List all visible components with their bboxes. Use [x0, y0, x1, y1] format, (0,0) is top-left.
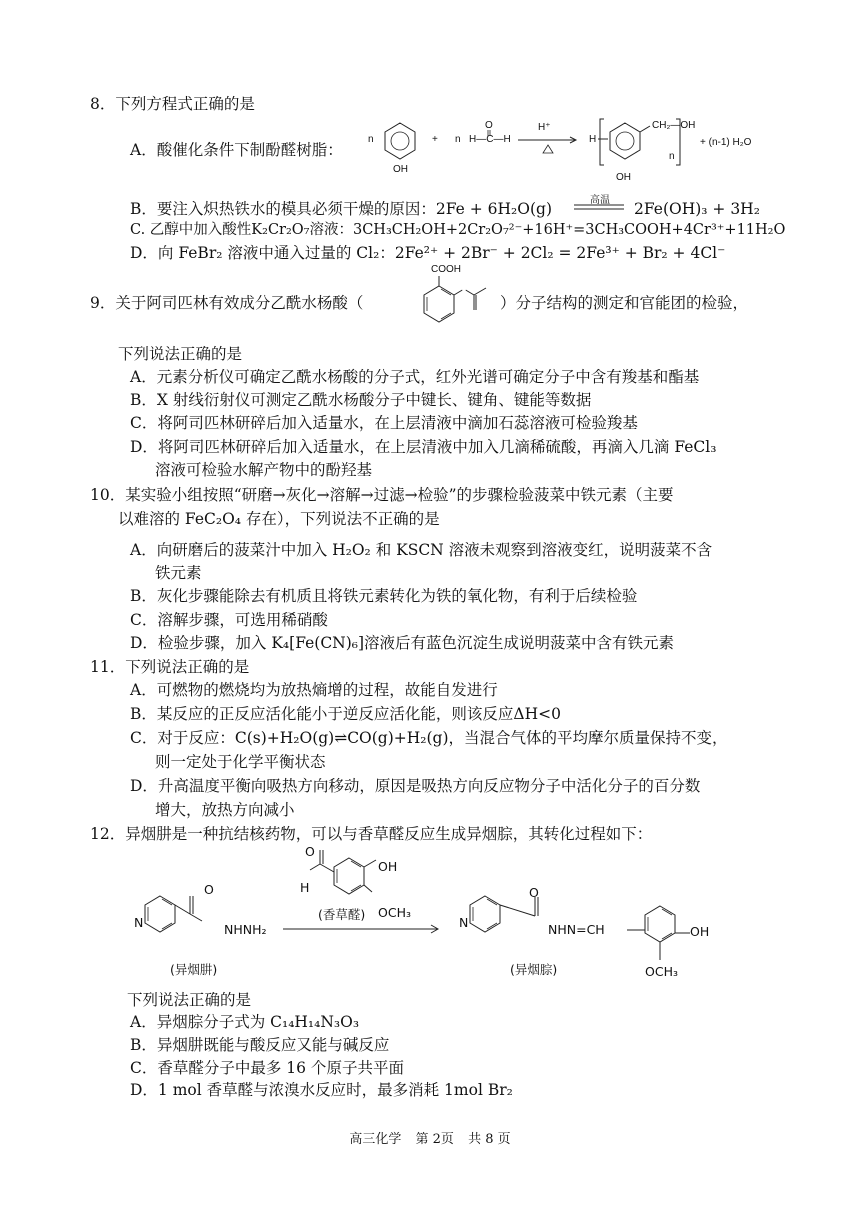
isoniazid-nhnh2: NHNH₂	[224, 922, 267, 937]
q12-stem: 12．异烟肼是一种抗结核药物，可以与香草醛反应生成异烟腙，其转化过程如下：	[90, 825, 653, 843]
footer-subject: 高三化学	[349, 1132, 402, 1147]
q10-option-b: B．灰化步骤能除去有机质且将铁元素转化为铁的氧化物，有利于后续检验	[130, 587, 638, 605]
q8-coefficient-n: n	[368, 134, 374, 145]
footer-total-pages: 共 8 页	[468, 1132, 511, 1147]
plus-sign: +	[432, 134, 438, 145]
cooh-label: COOH	[431, 264, 461, 275]
q12-option-a: A．异烟腙分子式为 C₁₄H₁₄N₃O₃	[130, 1013, 360, 1031]
formaldehyde-label: H—C—H	[469, 134, 511, 145]
q11-option-d-line2: 增大，放热方向减小	[155, 801, 295, 819]
water-byproduct: + (n-1) H₂O	[700, 137, 752, 148]
q12-option-d: D．1 mol 香草醛与浓溴水反应时，最多消耗 1mol Br₂	[130, 1081, 513, 1099]
q11-stem: 11．下列说法正确的是	[90, 658, 250, 676]
q10-option-a-line2: 铁元素	[155, 564, 202, 582]
polymer-ch2oh: CH₂—OH	[652, 120, 696, 131]
q11-option-a: A．可燃物的燃烧均为放热熵增的过程，故能自发进行	[130, 681, 498, 699]
q9-option-b: B．X 射线衍射仪可测定乙酰水杨酸分子中键长、键角、键能等数据	[130, 391, 592, 409]
q11-option-b: B．某反应的正反应活化能小于逆反应活化能，则该反应ΔH<0	[130, 705, 561, 723]
q9-stem-part2: ）分子结构的测定和官能团的检验，	[500, 294, 749, 312]
q10-option-a-line1: A．向研磨后的菠菜汁中加入 H₂O₂ 和 KSCN 溶液未观察到溶液变红，说明菠菜不含	[130, 541, 713, 559]
page-footer	[0, 1128, 860, 1147]
q10-stem-line1: 10．某实验小组按照“研磨→灰化→溶解→过滤→检验”的步骤检验菠菜中铁元素（主要	[90, 486, 674, 504]
isoniazid-name: (异烟肼)	[170, 962, 218, 977]
product-och3: OCH₃	[645, 964, 678, 979]
q9-option-c: C．将阿司匹林研碎后加入适量水，在上层清液中滴加石蕊溶液可检验羧基	[130, 414, 638, 432]
product-hydrazone-link: NHN=CH	[548, 922, 605, 937]
q9-stem-line2: 下列说法正确的是	[118, 345, 243, 363]
vanillin-h: H	[300, 880, 310, 895]
product-n: N	[459, 915, 469, 930]
polymer-h: H	[589, 134, 597, 145]
q9-option-d-line2: 溶液可检验水解产物中的酚羟基	[155, 461, 373, 479]
reaction-arrow	[518, 134, 578, 156]
q12-option-b: B．异烟肼既能与酸反应又能与碱反应	[130, 1036, 390, 1054]
q11-option-d-line1: D．升高温度平衡向吸热方向移动，原因是吸热方向反应物分子中活化分子的百分数	[130, 777, 701, 795]
acetylsalicylic-acid-structure	[392, 272, 497, 344]
vanillin-och3: OCH₃	[378, 905, 411, 920]
catalyst-label: H⁺	[538, 122, 551, 133]
q12-stem2: 下列说法正确的是	[127, 991, 252, 1009]
q12-option-c: C．香草醛分子中最多 16 个原子共平面	[130, 1059, 404, 1077]
q8-option-b-product: 2Fe(OH)₃ + 3H₂	[634, 200, 760, 218]
q11-option-c-line1: C．对于反应：C(s)+H₂O(g)⇌CO(g)+H₂(g)，当混合气体的平均摩尔质量保持不变，	[130, 729, 728, 747]
q8-option-a: A．酸催化条件下制酚醛树脂：	[130, 141, 343, 159]
scheme-arrow	[283, 924, 441, 934]
polymer-oh: OH	[616, 172, 631, 183]
q8-stem: 8．下列方程式正确的是	[90, 95, 255, 113]
product-name: (异烟腙)	[510, 962, 558, 977]
q9-stem-part1: 9．关于阿司匹林有效成分乙酰水杨酸（	[90, 294, 364, 312]
q8-option-d: D．向 FeBr₂ 溶液中通入过量的 Cl₂：2Fe²⁺ + 2Br⁻ + 2Cl₂ = 2Fe³⁺ + Br₂ + 4Cl⁻	[130, 244, 726, 262]
q8-coefficient-n2: n	[455, 134, 461, 145]
isoniazid-o: O	[204, 882, 214, 897]
q8-option-b: B．要注入炽热铁水的模具必须干燥的原因：2Fe + 6H₂O(g)	[130, 200, 552, 218]
q11-option-c-line2: 则一定处于化学平衡状态	[155, 753, 326, 771]
q10-option-c: C．溶解步骤，可选用稀硝酸	[130, 611, 328, 629]
vanillin-name: (香草醛)	[318, 907, 366, 922]
q8-option-c: C. 乙醇中加入酸性K₂Cr₂O₇溶液：3CH₃CH₂OH+2Cr₂O₇²⁻+16H⁺=3CH₃COOH+4Cr³⁺+11H₂O	[130, 222, 786, 238]
phenol-oh-label: OH	[393, 164, 408, 175]
footer-page-number: 第 2页	[415, 1132, 454, 1147]
vanillin-o: O	[305, 844, 315, 859]
q10-stem-line2: 以难溶的 FeC₂O₄ 存在），下列说法不正确的是	[118, 510, 440, 528]
phenol-structure	[382, 121, 418, 165]
high-temp-condition: 高温	[590, 195, 610, 206]
isoniazid-n: N	[134, 915, 144, 930]
formaldehyde-o: O	[485, 120, 493, 131]
q9-option-d-line1: D．将阿司匹林研碎后加入适量水，在上层清液中加入几滴稀硫酸，再滴入几滴 FeCl₃	[130, 438, 717, 456]
equals-condition-line	[574, 204, 626, 212]
q10-option-d: D．检验步骤，加入 K₄[Fe(CN)₆]溶液后有蓝色沉淀生成说明菠菜中含有铁元素	[130, 634, 675, 652]
product-o: O	[529, 885, 539, 900]
polymer-n: n	[669, 151, 675, 162]
vanillin-oh: OH	[378, 859, 398, 874]
product-oh: OH	[690, 924, 710, 939]
q9-option-a: A．元素分析仪可确定乙酰水杨酸的分子式，红外光谱可确定分子中含有羧基和酯基	[130, 368, 700, 386]
isoniazid-structure	[130, 888, 230, 948]
